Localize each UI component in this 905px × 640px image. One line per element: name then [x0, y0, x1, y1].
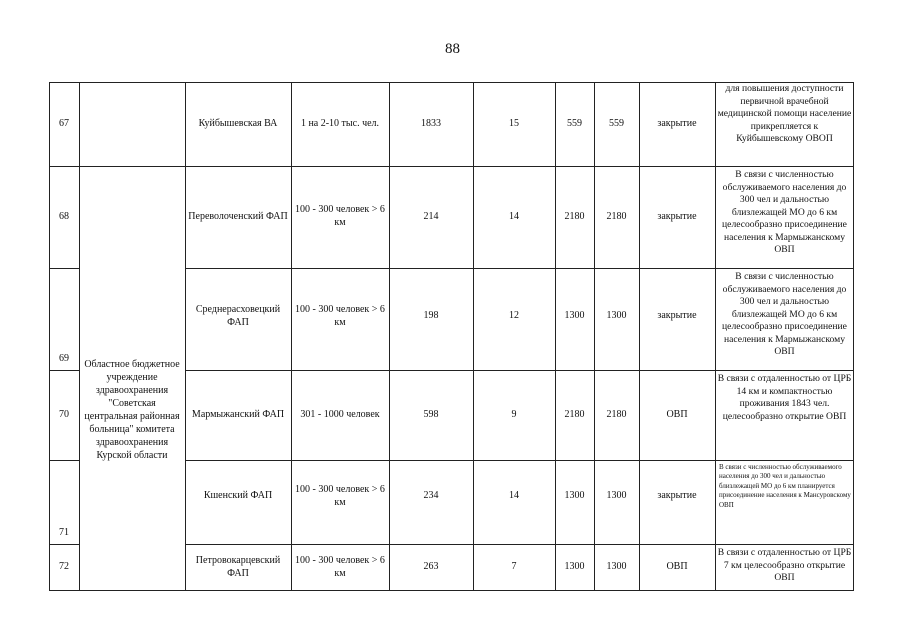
value-2: 2180 [606, 210, 627, 222]
distance-value: 7 [511, 561, 517, 573]
value-1: 2180 [564, 210, 585, 222]
population-value: 263 [423, 561, 439, 573]
justification-note: В связи с численностью обслуживаемого населения до 300 чел и дальностью близлежащей МО до 6 км целесообразно присоединение населения к Мармыжанскому ОВП [722, 271, 847, 357]
facility-category: 1 на 2-10 тыс. чел. [300, 117, 380, 129]
value-1: 1300 [564, 561, 585, 573]
facility-name: Мармыжанский ФАП [191, 408, 285, 420]
organization-cell: Областное бюджетное учреждение здравоохранения "Советская центральная районная больница" комитета здравоохранения Курской области [84, 359, 180, 461]
action-value: закрытие [657, 117, 697, 129]
action-value: ОВП [666, 561, 688, 573]
facility-category: 100 - 300 человек > 6 км [295, 204, 385, 228]
value-2: 1300 [606, 490, 627, 501]
distance-value: 14 [509, 210, 519, 222]
action-value: ОВП [666, 408, 688, 420]
row-number: 72 [59, 561, 69, 573]
population-value: 234 [423, 490, 439, 501]
value-2: 1300 [606, 561, 627, 573]
population-value: 198 [423, 310, 439, 321]
value-1: 559 [567, 117, 582, 129]
justification-note: В связи с численностью обслуживаемого населения до 300 чел и дальностью близлежащей МО до 6 км планируется присоединение населения к Мансуровскому ОВП [719, 463, 851, 509]
value-1: 2180 [564, 408, 585, 420]
distance-value: 12 [509, 310, 519, 321]
justification-note: для повышения доступности первичной врачебной медицинской помощи население прикрепляется к Куйбышевскому ОВОП [717, 83, 852, 144]
row-number: 71 [59, 527, 69, 539]
action-value: закрытие [657, 310, 697, 321]
value-2: 2180 [606, 408, 627, 420]
value-2: 1300 [606, 310, 627, 321]
value-2: 559 [609, 117, 624, 129]
column-divider [79, 82, 80, 591]
action-value: закрытие [657, 210, 697, 222]
facility-name: Среднерасховецкий ФАП [195, 304, 281, 328]
value-1: 1300 [564, 490, 585, 501]
row-number: 67 [59, 117, 69, 129]
facility-category: 100 - 300 человек > 6 км [295, 484, 385, 508]
page-number: 88 [445, 41, 460, 57]
facility-name: Переволоченский ФАП [188, 210, 288, 222]
row-number: 69 [59, 353, 69, 365]
row-number: 68 [59, 210, 69, 222]
facility-category: 301 - 1000 человек [300, 408, 380, 420]
justification-note: В связи с отдаленностью от ЦРБ 14 км и компактностью проживания 1843 чел. целесообразно открытие ОВП [717, 373, 852, 422]
population-value: 598 [423, 408, 439, 420]
justification-note: В связи с численностью обслуживаемого населения до 300 чел и дальностью близлежащей МО до 6 км целесообразно присоединение населения к Мармыжанскому ОВП [722, 169, 847, 255]
action-value: закрытие [657, 490, 697, 501]
distance-value: 14 [509, 490, 519, 501]
distance-value: 9 [511, 408, 517, 420]
distance-value: 15 [509, 117, 519, 129]
value-1: 1300 [564, 310, 585, 321]
facility-category: 100 - 300 человек > 6 км [295, 554, 385, 579]
facility-name: Куйбышевская ВА [198, 117, 278, 129]
facility-name: Петровокарцевский ФАП [195, 554, 281, 579]
facility-name: Кшенский ФАП [203, 490, 273, 501]
row-number: 70 [59, 408, 69, 420]
justification-note: В связи с отдаленностью от ЦРБ 7 км целесообразно открытие ОВП [717, 547, 852, 583]
facility-category: 100 - 300 человек > 6 км [295, 304, 385, 328]
population-value: 1833 [421, 117, 441, 129]
population-value: 214 [423, 210, 439, 222]
